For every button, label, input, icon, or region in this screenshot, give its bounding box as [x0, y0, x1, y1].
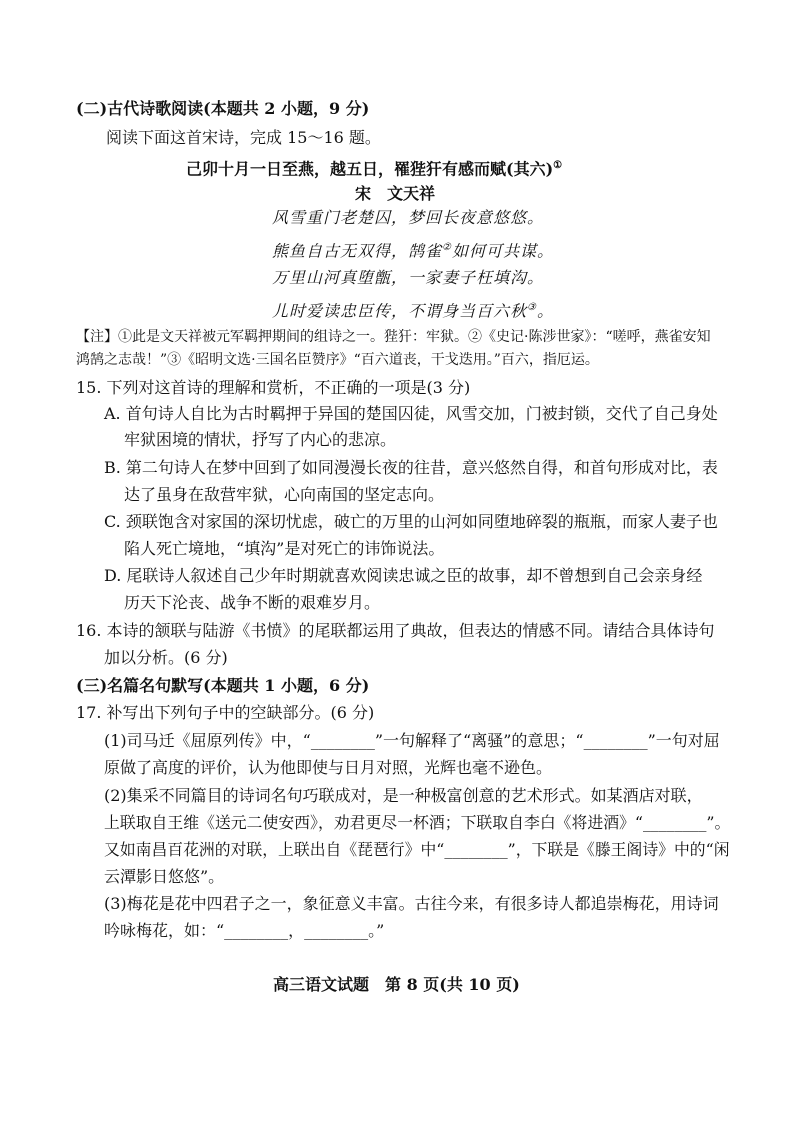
poem-line-4-part-b: 。: [536, 301, 554, 321]
q15-option-b-line-2: 达了虽身在敌营牢狱，心向南国的坚定志向。: [124, 485, 445, 504]
q17-part3-line-1: (3)梅花是花中四君子之一，象征意义丰富。古往今来，有很多诗人都追崇梅花，用诗词: [104, 894, 719, 913]
poem-line-2-part-a: 熊鱼自古无双得，鹄雀: [272, 241, 443, 261]
q17-part2-line-3: 又如南昌百花洲的对联，上联出自《琵琶行》中“________”，下联是《滕王阁诗》中的“闲: [104, 840, 730, 859]
poem-line-4: [272, 298, 554, 321]
q17-part2-line-4: 云潭影日悠悠”。: [104, 867, 225, 886]
q15-option-a-line-2: 牢狱困境的情状，抒写了内心的悲凉。: [124, 430, 397, 449]
q17-part2-line-2: 上联取自王维《送元二使安西》，劝君更尽一杯酒；下联取自李白《将进酒》“________”。: [104, 813, 731, 832]
q17-stem: 17. 补写出下列句子中的空缺部分。(6 分): [76, 703, 375, 722]
poem-line-2-footnote-mark: ②: [442, 242, 452, 253]
q15-option-d-line-2: 历天下沦丧、战争不断的艰难岁月。: [124, 593, 381, 612]
poem-title-text: 己卯十月一日至燕，越五日，罹狴犴有感而赋(其六): [186, 159, 554, 179]
q17-part1-line-2: 原做了高度的评价，认为他即使与日月对照，光辉也毫不逊色。: [104, 758, 553, 777]
notes-line-2: 鸿鹄之志哉！”③《昭明文选·三国名臣赞序》“百六道丧，干戈迭用。”百六，指厄运。: [76, 352, 599, 368]
q17-part3-line-2: 吟咏梅花，如：“________，________。”: [104, 921, 385, 940]
poem-title: [186, 156, 562, 179]
poem-title-footnote-mark: ①: [553, 160, 563, 171]
notes-line-1: 【注】①此是文天祥被元军羁押期间的组诗之一。狴犴：牢狱。②《史记·陈涉世家》：“嗟呼，燕雀安知: [76, 329, 711, 345]
poem-line-4-part-a: 儿时爱读忠臣传，不谓身当百六秋: [272, 301, 528, 321]
section3-header: (三)名篇名句默写(本题共 1 小题，6 分): [76, 676, 370, 695]
poem-line-2: [272, 238, 554, 261]
poem-line-2-part-b: 如何可共谋。: [451, 241, 554, 261]
q16-line-2: 加以分析。(6 分): [104, 648, 228, 667]
q17-part1-line-1: (1)司马迁《屈原列传》中，“________”一句解释了“离骚”的意思；“________”一句对屈: [104, 731, 720, 750]
section2-header: (二)古代诗歌阅读(本题共 2 小题，9 分): [76, 99, 370, 118]
q15-option-d-line-1: D. 尾联诗人叙述自己少年时期就喜欢阅读忠诚之臣的故事，却不曾想到自己会亲身经: [104, 566, 703, 585]
q15-stem: 15. 下列对这首诗的理解和赏析，不正确的一项是(3 分): [76, 378, 471, 397]
poem-line-1: 风雪重门老楚囚，梦回长夜意悠悠。: [272, 208, 545, 227]
q15-option-c-line-1: C. 颈联饱含对家国的深切忧虑，破亡的万里的山河如同堕地碎裂的瓶瓶，而家人妻子也: [104, 512, 718, 531]
q17-part2-line-1: (2)集采不同篇目的诗词名句巧联成对，是一种极富创意的艺术形式。如某酒店对联，: [104, 786, 703, 805]
q15-option-b-line-1: B. 第二句诗人在梦中回到了如同漫漫长夜的往昔，意兴悠然自得，和首句形成对比，表: [104, 458, 718, 477]
section2-intro: 阅读下面这首宋诗，完成 15～16 题。: [106, 128, 381, 147]
q16-line-1: 16. 本诗的颔联与陆游《书愤》的尾联都运用了典故，但表达的情感不同。请结合具体诗句: [76, 621, 715, 640]
q15-option-c-line-2: 陷人死亡境地，“填沟”是对死亡的讳饰说法。: [124, 539, 445, 558]
poem-line-3: 万里山河真堕甑，一家妻子枉填沟。: [272, 268, 545, 287]
poem-line-4-footnote-mark: ③: [527, 302, 537, 313]
page-footer: 高三语文试题 第 8 页(共 10 页): [273, 975, 520, 994]
q15-option-a-line-1: A. 首句诗人自比为古时羁押于异国的楚国囚徒，风雪交加，门被封锁，交代了自己身处: [104, 404, 718, 423]
poem-author: 宋 文天祥: [355, 184, 436, 203]
